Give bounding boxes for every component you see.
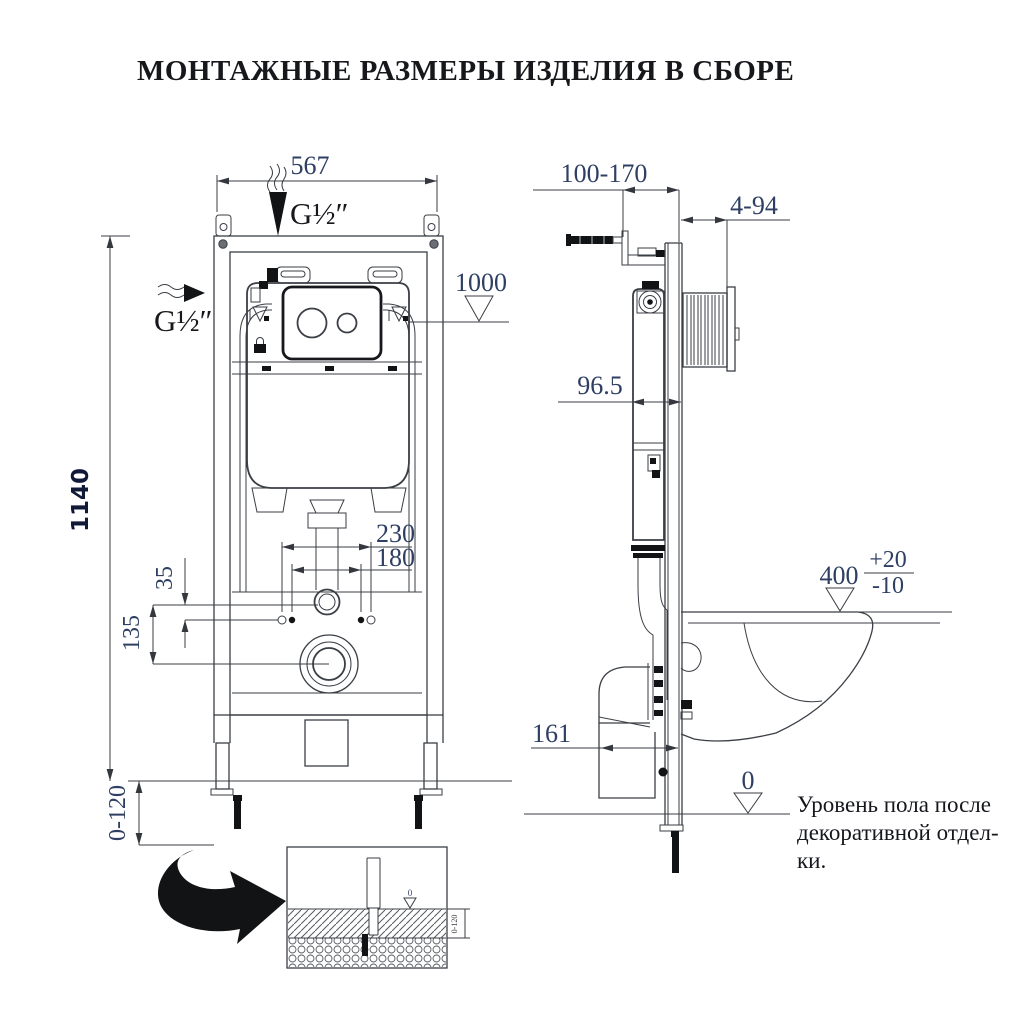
side-view [524, 159, 999, 873]
cistern-offset-dimension [558, 371, 681, 405]
flow-right-arrow-icon [184, 284, 205, 302]
bowl-height-tol-plus: +20 [869, 547, 907, 573]
leg-adjust-dimension [105, 781, 214, 845]
level-triangle-icon [826, 588, 854, 611]
anchor-bolt-icon [671, 831, 679, 837]
frame-height-label: 1140 [68, 467, 94, 533]
stud-span-narrow-label: 180 [376, 543, 415, 572]
front-width-label: 567 [290, 151, 330, 180]
flush-height-dimension [408, 268, 509, 322]
frame-legs [211, 743, 442, 829]
inset-zero-label: 0 [407, 888, 413, 898]
outlet-elbow [599, 663, 663, 798]
inset-dimension [447, 909, 470, 938]
front-view [68, 151, 512, 845]
inset-range-label: 0-120 [450, 914, 459, 934]
offset-dimension-35 [152, 558, 318, 648]
plate-depth-label: 4-94 [730, 191, 778, 220]
bowl-height-label: 400 [819, 561, 859, 590]
cistern-offset-label: 96.5 [577, 371, 623, 400]
offset-small-label: 35 [152, 566, 178, 590]
cistern-side [631, 281, 667, 700]
floor-inset [158, 847, 470, 968]
side-supply-group [154, 284, 213, 338]
anchor-bolt-icon [414, 795, 423, 801]
outlet-offset-dimension [531, 719, 678, 751]
floor-note-line-2: декоративной отдел- [797, 820, 999, 845]
wall-bracket [566, 231, 665, 265]
stud-span-wide-label: 230 [376, 519, 415, 548]
mounting-studs [278, 616, 375, 624]
flow-down-arrow-icon [269, 192, 287, 236]
detail-arrow-icon [158, 850, 286, 944]
side-floor-level [524, 766, 790, 814]
wall-offset-dimension [533, 159, 679, 242]
plate-depth-dimension [681, 191, 790, 296]
anchor-bolt-icon [233, 795, 242, 801]
frame-bolt-icon [219, 240, 227, 248]
toilet-bowl [681, 612, 952, 741]
inset-level-mark [404, 888, 416, 908]
protection-box [683, 287, 739, 371]
floor-zero-label: 0 [741, 766, 755, 795]
side-supply-label: G½″ [154, 303, 213, 338]
floor-note [797, 792, 999, 873]
flush-height-label: 1000 [455, 268, 507, 297]
offset-large-label: 135 [119, 615, 145, 651]
bowl-height-dimension [820, 547, 915, 611]
small-flush-button [338, 314, 357, 333]
wall-offset-label: 100-170 [560, 159, 648, 188]
top-supply-label: G½″ [290, 196, 349, 231]
page-title: МОНТАЖНЫЕ РАЗМЕРЫ ИЗДЕЛИЯ В СБОРЕ [137, 55, 795, 87]
bowl-height-tol-minus: -10 [872, 573, 904, 599]
inset-anchor-icon [362, 934, 368, 956]
flush-pipe [308, 500, 346, 615]
level-triangle-icon [465, 296, 493, 321]
screed-layer [288, 909, 446, 938]
floor-note-line-3: ки. [797, 848, 827, 873]
plate-level-marks [250, 307, 408, 353]
level-triangle-icon [404, 898, 416, 908]
frame-bolt-icon [430, 240, 438, 248]
big-flush-button [298, 309, 327, 338]
floor-note-line-1: Уровень пола после [797, 792, 991, 817]
level-triangle-icon [734, 793, 762, 813]
offset-dimension-135 [119, 605, 329, 664]
stud-dimension-180 [292, 543, 415, 612]
frame-height-dimension [68, 236, 130, 781]
flush-plate [283, 287, 381, 359]
leg-adjust-label: 0-120 [105, 785, 131, 841]
outlet-offset-label: 161 [532, 719, 571, 748]
padlock-icon [254, 338, 266, 354]
